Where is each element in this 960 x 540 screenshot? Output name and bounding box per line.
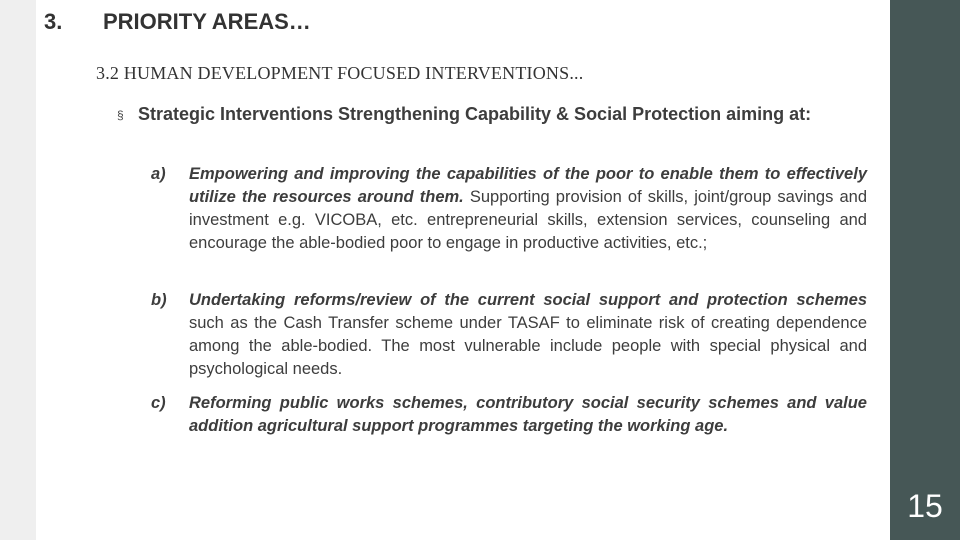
bullet-marker: §: [117, 108, 124, 122]
list-item-a: [151, 163, 867, 255]
list-item-c: [151, 392, 867, 438]
item-emphasis: Undertaking reforms/review of the current social support and protection schemes: [189, 291, 867, 309]
item-body: [189, 163, 867, 255]
slide-number: 15: [907, 488, 943, 524]
item-text: such as the Cash Transfer scheme under TASAF to eliminate risk of creating dependence among the able-bodied. The most vulnerable include people with special physical and psychological needs.: [189, 314, 867, 378]
list-item-b: [151, 289, 867, 381]
right-sidebar-band: [890, 0, 960, 540]
item-label: c): [151, 394, 166, 412]
section-title: PRIORITY AREAS…: [103, 9, 311, 34]
item-label: a): [151, 165, 166, 183]
bullet-text: Strategic Interventions Strengthening Capability & Social Protection aiming at:: [138, 104, 812, 124]
item-text: Supporting provision of skills, joint/group savings and investment e.g. VICOBA, etc. entrepreneurial skills, extension services, counseling and encourage the able-bodied poor to engage in productive activities, etc.;: [189, 188, 867, 252]
item-emphasis: Reforming public works schemes, contributory social security schemes and value addition agricultural support programmes targeting the working age.: [189, 394, 867, 435]
left-decor-strip: [0, 0, 36, 540]
section-number: 3.: [44, 9, 63, 34]
item-body: [189, 289, 867, 381]
item-emphasis: Empowering and improving the capabilities of the poor to enable them to effectively utilize the resources around them.: [189, 165, 867, 206]
subsection-title: 3.2 HUMAN DEVELOPMENT FOCUSED INTERVENTIONS...: [96, 63, 584, 83]
item-label: b): [151, 291, 167, 309]
item-body: [189, 392, 867, 438]
